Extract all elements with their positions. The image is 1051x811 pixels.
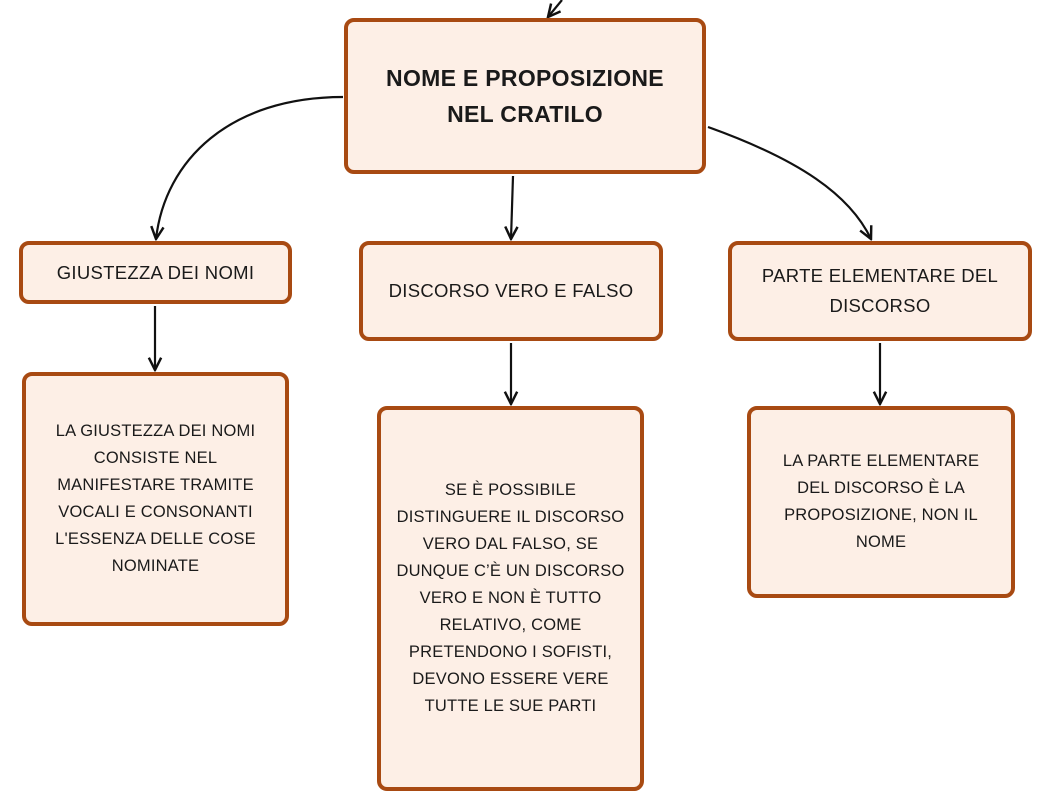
connector-root-to-branch-2 bbox=[511, 176, 513, 239]
root-node-label: NOME E PROPOSIZIONE NEL CRATILO bbox=[386, 65, 664, 127]
detail-node-text: LA PARTE ELEMENTARE DEL DISCORSO È LA PROPOSIZIONE, NON IL NOME bbox=[782, 452, 980, 551]
incoming-connector bbox=[548, 0, 562, 17]
connector-root-to-branch-3 bbox=[708, 127, 871, 239]
branch-node-discorso-vero-falso bbox=[359, 241, 663, 341]
branch-node-label: DISCORSO VERO E FALSO bbox=[388, 280, 634, 301]
detail-node-parte-elementare bbox=[747, 406, 1015, 598]
detail-node-giustezza bbox=[22, 372, 289, 626]
connector-root-to-branch-1 bbox=[156, 97, 343, 239]
detail-node-text: LA GIUSTEZZA DEI NOMI CONSISTE NEL MANIFESTARE TRAMITE VOCALI E CONSONANTI L'ESSENZA DELLE COSE NOMINATE bbox=[55, 422, 256, 575]
branch-node-giustezza bbox=[19, 241, 292, 304]
root-node bbox=[344, 18, 706, 174]
detail-node-text: SE È POSSIBILE DISTINGUERE IL DISCORSO VERO DAL FALSO, SE DUNQUE C’È UN DISCORSO VERO E NON È TUTTO RELATIVO, COME PRETENDONO I SOFISTI, DEVONO ESSERE VERE TUTTE LE SUE PARTI bbox=[396, 481, 625, 715]
branch-node-parte-elementare bbox=[728, 241, 1032, 341]
branch-node-label: PARTE ELEMENTARE DEL DISCORSO bbox=[761, 265, 999, 316]
branch-node-label: GIUSTEZZA DEI NOMI bbox=[56, 261, 255, 283]
detail-node-discorso-vero-falso bbox=[377, 406, 644, 791]
